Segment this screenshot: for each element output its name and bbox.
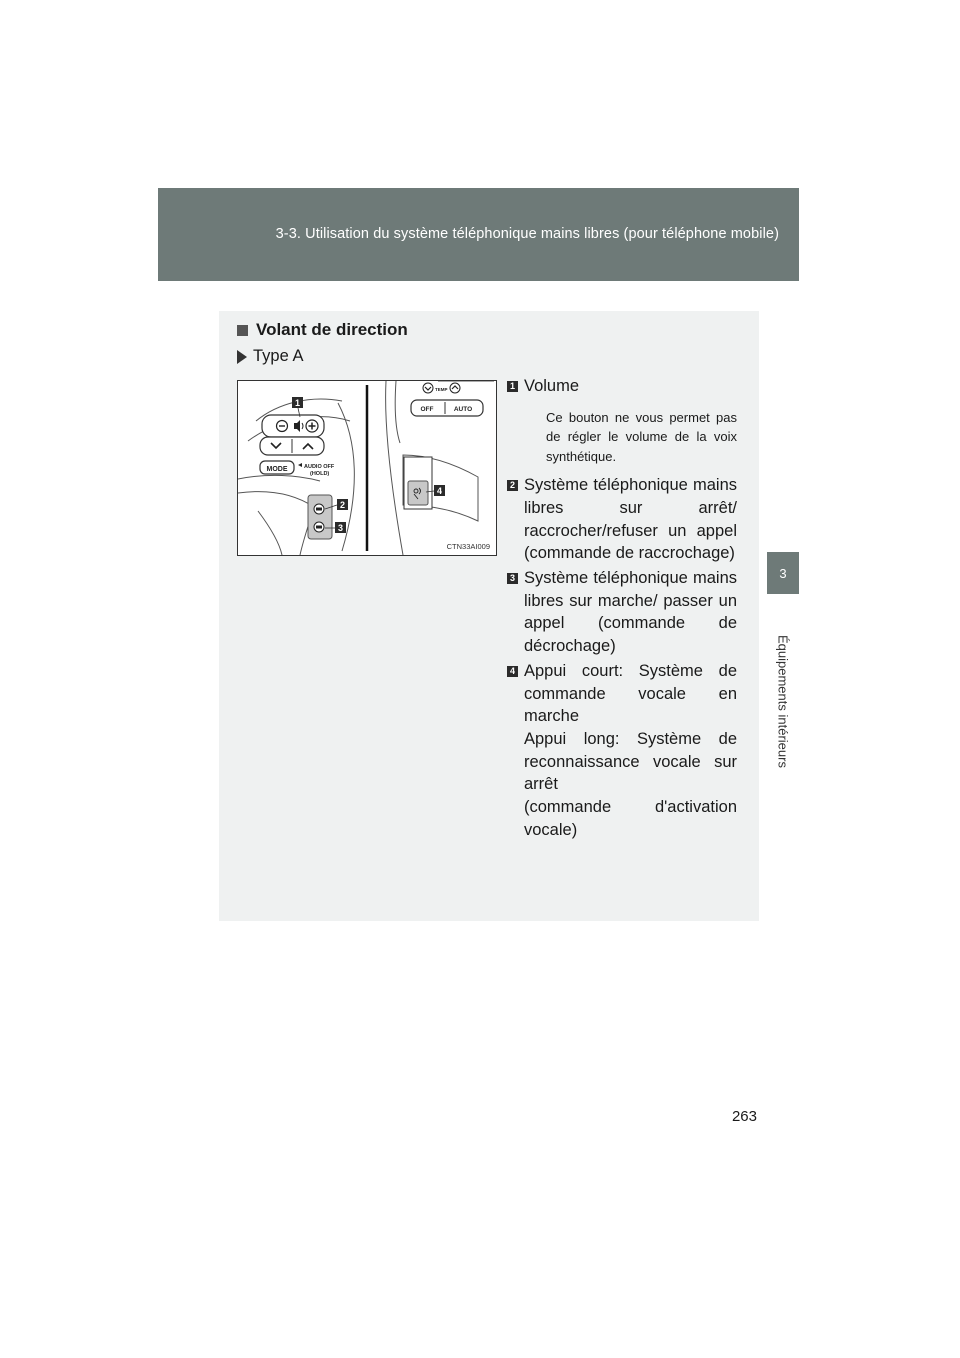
description-list: [507, 375, 737, 841]
item-text: Appui court: Système de commande vocale en marche: [524, 661, 737, 726]
item-note: Ce bouton ne vous permet pas de régler le volume de la voix synthétique.: [546, 409, 737, 464]
callout-2: 2: [339, 500, 346, 510]
item-number-badge: 4: [507, 666, 518, 677]
item-text: Système téléphonique mains libres sur arrêt/ raccrocher/refuser un appel (commande de raccrochage): [524, 476, 737, 563]
chapter-tab: [767, 552, 799, 594]
item-number-badge: 3: [507, 573, 518, 584]
header-bar: [158, 188, 799, 281]
off-label: OFF: [420, 406, 434, 413]
type-label: Type A: [253, 347, 304, 365]
callout-4: 4: [436, 486, 443, 496]
header-title: 3-3. Utilisation du système téléphonique mains libres (pour téléphone mobile): [275, 226, 779, 242]
figure-code: CTN33AI009: [446, 542, 490, 551]
callout-3: 3: [337, 523, 344, 533]
item-text: Système téléphonique mains libres sur marche/ passer un appel (commande de décrochage): [524, 569, 737, 656]
type-line: [237, 347, 303, 366]
item-text-secondary: Appui long: Système de reconnaissance vocale sur arrêt: [524, 729, 737, 794]
item-text-tertiary: (commande d'activation vocale): [524, 798, 737, 839]
temp-label: TEMP: [435, 387, 448, 392]
section-title: [237, 320, 408, 340]
hold-label: (HOLD): [310, 471, 330, 477]
mode-label: MODE: [266, 466, 288, 473]
list-item: [507, 375, 737, 398]
steering-wheel-illustration: [238, 381, 496, 555]
square-bullet-icon: [237, 325, 248, 336]
item-text: Volume: [524, 377, 580, 395]
list-item: [507, 660, 737, 842]
chapter-label: Équipements intérieurs: [775, 635, 791, 768]
item-number-badge: 2: [507, 480, 518, 491]
auto-label: AUTO: [453, 406, 473, 413]
chapter-number: 3: [779, 565, 787, 581]
steering-wheel-figure: [237, 380, 497, 556]
audio-off-label: AUDIO OFF: [304, 464, 335, 470]
callout-1: 1: [294, 398, 301, 408]
list-item: [507, 567, 737, 658]
list-item: [507, 474, 737, 565]
section-title-text: Volant de direction: [256, 320, 408, 339]
page-number: 263: [731, 1108, 757, 1125]
triangle-arrow-icon: [237, 350, 247, 364]
item-number-badge: 1: [507, 381, 518, 392]
